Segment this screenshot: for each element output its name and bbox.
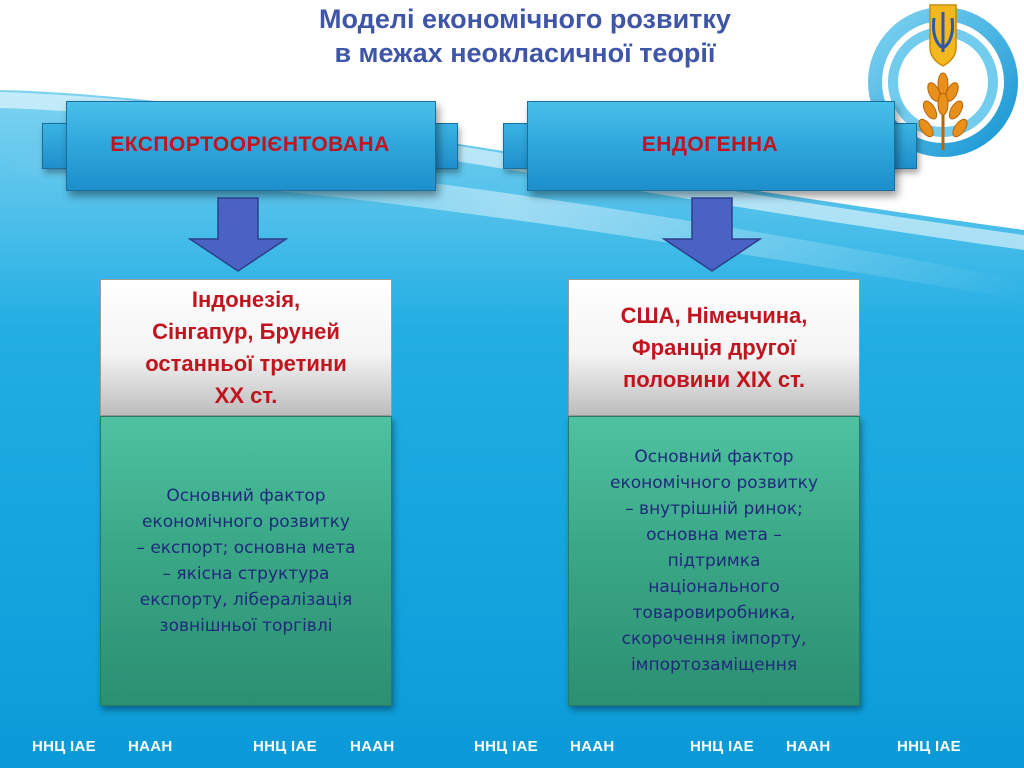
arrow-down-icon xyxy=(188,197,288,273)
factor-line: – експорт; основна мета xyxy=(136,538,356,558)
footer-org: ННЦ ІАЕ xyxy=(253,738,317,755)
footer-org: ННЦ ІАЕ xyxy=(32,738,96,755)
factor-box-export xyxy=(100,416,392,706)
factor-line: економічного розвитку xyxy=(141,512,350,532)
category-label-export: ЕКСПОРТООРІЄНТОВАНА xyxy=(110,133,390,156)
countries-line: половини XIX ст. xyxy=(622,366,806,392)
countries-box-export xyxy=(100,279,392,416)
category-label-endogenous: ЕНДОГЕННА xyxy=(641,133,779,156)
countries-line: Сінгапур, Бруней xyxy=(152,318,340,344)
footer-acad: НААН xyxy=(786,738,831,755)
slide-title xyxy=(170,2,880,70)
countries-box-endogenous xyxy=(568,279,860,416)
factor-line: національного xyxy=(648,577,780,597)
category-tab-endogenous xyxy=(503,101,917,191)
factor-line: скорочення імпорту, xyxy=(621,629,807,649)
factor-line: – якісна структура xyxy=(162,564,330,584)
footer-org: ННЦ ІАЕ xyxy=(690,738,754,755)
footer-acad: НААН xyxy=(350,738,395,755)
footer-bar xyxy=(0,730,1024,768)
countries-line: останньої третини xyxy=(145,350,347,376)
footer-acad: НААН xyxy=(570,738,615,755)
factor-line: товаровиробника, xyxy=(632,603,796,623)
title-line-2: в межах неокласичної теорії xyxy=(334,38,716,68)
factor-line: Основний фактор xyxy=(634,447,794,467)
factor-line: основна мета – xyxy=(646,525,782,545)
countries-line: США, Німеччина, xyxy=(620,302,808,328)
factor-line: експорту, лібералізація xyxy=(139,590,353,610)
countries-line: XX ст. xyxy=(214,382,278,408)
arrow-down-icon xyxy=(662,197,762,273)
factor-line: Основний фактор xyxy=(166,486,326,506)
factor-line: імпортозаміщення xyxy=(630,655,798,675)
footer-org: ННЦ ІАЕ xyxy=(474,738,538,755)
factor-line: економічного розвитку xyxy=(609,473,819,493)
countries-line: Індонезія, xyxy=(191,286,301,312)
title-line-1: Моделі економічного розвитку xyxy=(319,4,731,34)
countries-line: Франція другої xyxy=(631,334,797,360)
footer-acad: НААН xyxy=(128,738,173,755)
category-tab-export xyxy=(42,101,458,191)
factor-line: підтримка xyxy=(667,551,761,571)
factor-line: – внутрішній ринок; xyxy=(625,499,803,519)
factor-line: зовнішньої торгівлі xyxy=(159,616,333,636)
factor-box-endogenous xyxy=(568,416,860,706)
footer-org: ННЦ ІАЕ xyxy=(897,738,961,755)
